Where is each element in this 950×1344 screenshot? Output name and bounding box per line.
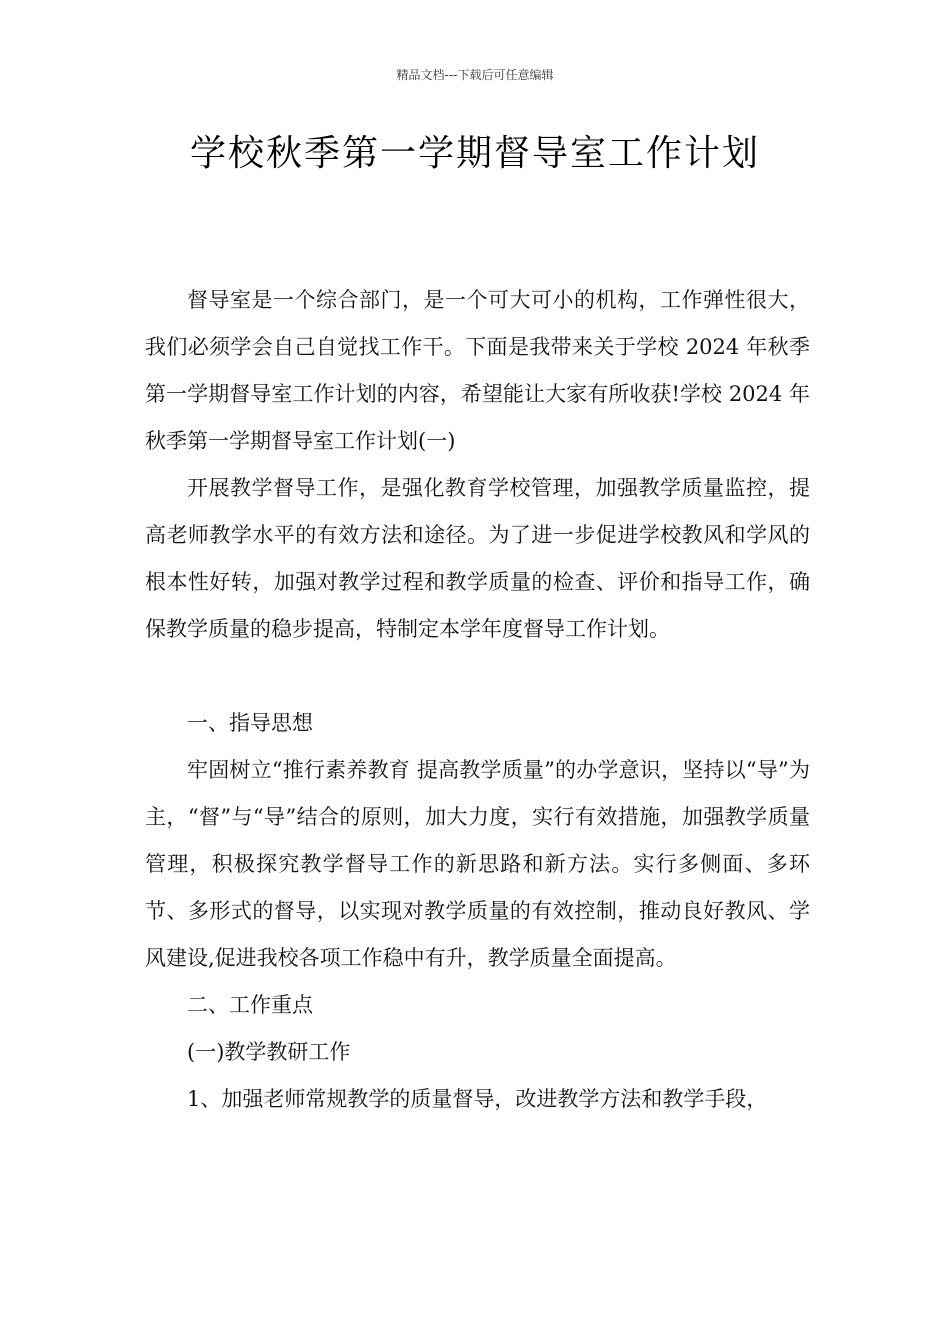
- document-title: 学校秋季第一学期督导室工作计划: [189, 133, 760, 174]
- paragraph-spacer: [145, 653, 810, 700]
- document-body: [145, 277, 810, 1123]
- page-header-note: 精品文档---下载后可任意编辑: [396, 68, 554, 82]
- subsection-heading-teaching-research: (一)教学教研工作: [187, 1040, 351, 1064]
- section-heading-guiding-ideology: 一、指导思想: [187, 711, 313, 735]
- section-heading-work-focus: 二、工作重点: [187, 993, 313, 1017]
- purpose-paragraph: 开展教学督导工作，是强化教育学校管理，加强教学质量监控，提高老师教学水平的有效方法和途径。为了进一步促进学校教风和学风的根本性好转，加强对教学过程和教学质量的检查、评价和指导工作，确保教学质量的稳步提高，特制定本学年度督导工作计划。: [145, 476, 810, 641]
- guiding-ideology-paragraph: 牢固树立“推行素养教育 提高教学质量”的办学意识，坚持以“导”为主，“督”与“导”结合的原则，加大力度，实行有效措施，加强教学质量管理，积极探究教学督导工作的新思路和新方法。实行多侧面、多环节、多形式的督导，以实现对教学质量的有效控制，推动良好教风、学风建设,促进我校各项工作稳中有升，教学质量全面提高。: [145, 758, 810, 970]
- intro-paragraph: 督导室是一个综合部门，是一个可大可小的机构，工作弹性很大，我们必须学会自己自觉找工作干。下面是我带来关于学校 2024 年秋季第一学期督导室工作计划的内容，希望能让大家有所收获!学校 2024 年秋季第一学期督导室工作计划(一): [145, 288, 810, 453]
- list-item-1: 1、加强老师常规教学的质量督导，改进教学方法和教学手段，: [187, 1087, 768, 1111]
